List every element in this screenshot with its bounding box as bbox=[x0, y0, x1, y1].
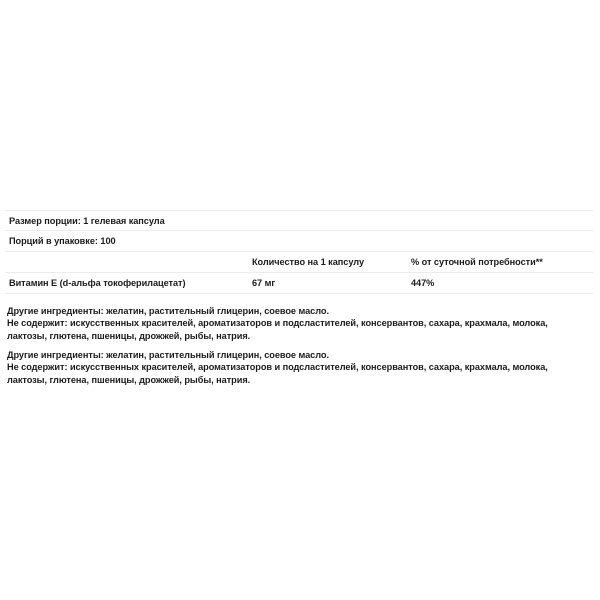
supplement-facts-table bbox=[5, 210, 593, 294]
other-ingredients-line: Другие ингредиенты: желатин, растительный глицерин, соевое масло. bbox=[7, 306, 329, 316]
servings-per-container-row bbox=[5, 231, 593, 252]
free-from-line-continued: лактозы, глютена, пшеницы, дрожжей, рыбы, натрия. bbox=[7, 374, 251, 385]
nutrient-name: Витамин E (d-альфа токоферилацетат) bbox=[9, 278, 186, 288]
nutrient-daily-value: 447% bbox=[411, 278, 435, 288]
free-from-line: Не содержит: искусственных красителей, ароматизаторов и подсластителей, консервантов, сахара, крахмала, молока, bbox=[7, 362, 548, 373]
other-ingredients-line: Другие ингредиенты: желатин, растительный глицерин, соевое масло. bbox=[7, 349, 329, 360]
ingredients-note bbox=[7, 305, 597, 342]
free-from-line: Не содержит: искусственных красителей, ароматизаторов и подсластителей, консервантов, сахара, крахмала, молока, bbox=[7, 318, 548, 329]
table-header-row bbox=[5, 252, 593, 273]
nutrient-amount: 67 мг bbox=[252, 278, 276, 288]
serving-size-text: Размер порции: 1 гелевая капсула bbox=[9, 215, 165, 226]
ingredients-note bbox=[7, 349, 597, 386]
table-row bbox=[5, 273, 593, 294]
header-daily-value: % от суточной потребности** bbox=[411, 257, 543, 267]
serving-size-row bbox=[5, 210, 593, 231]
servings-per-container-text: Порций в упаковке: 100 bbox=[9, 236, 116, 246]
header-amount: Количество на 1 капсулу bbox=[252, 257, 365, 267]
ingredient-notes bbox=[7, 305, 597, 392]
free-from-line-continued: лактозы, глютена, пшеницы, дрожжей, рыбы, натрия. bbox=[7, 330, 251, 341]
